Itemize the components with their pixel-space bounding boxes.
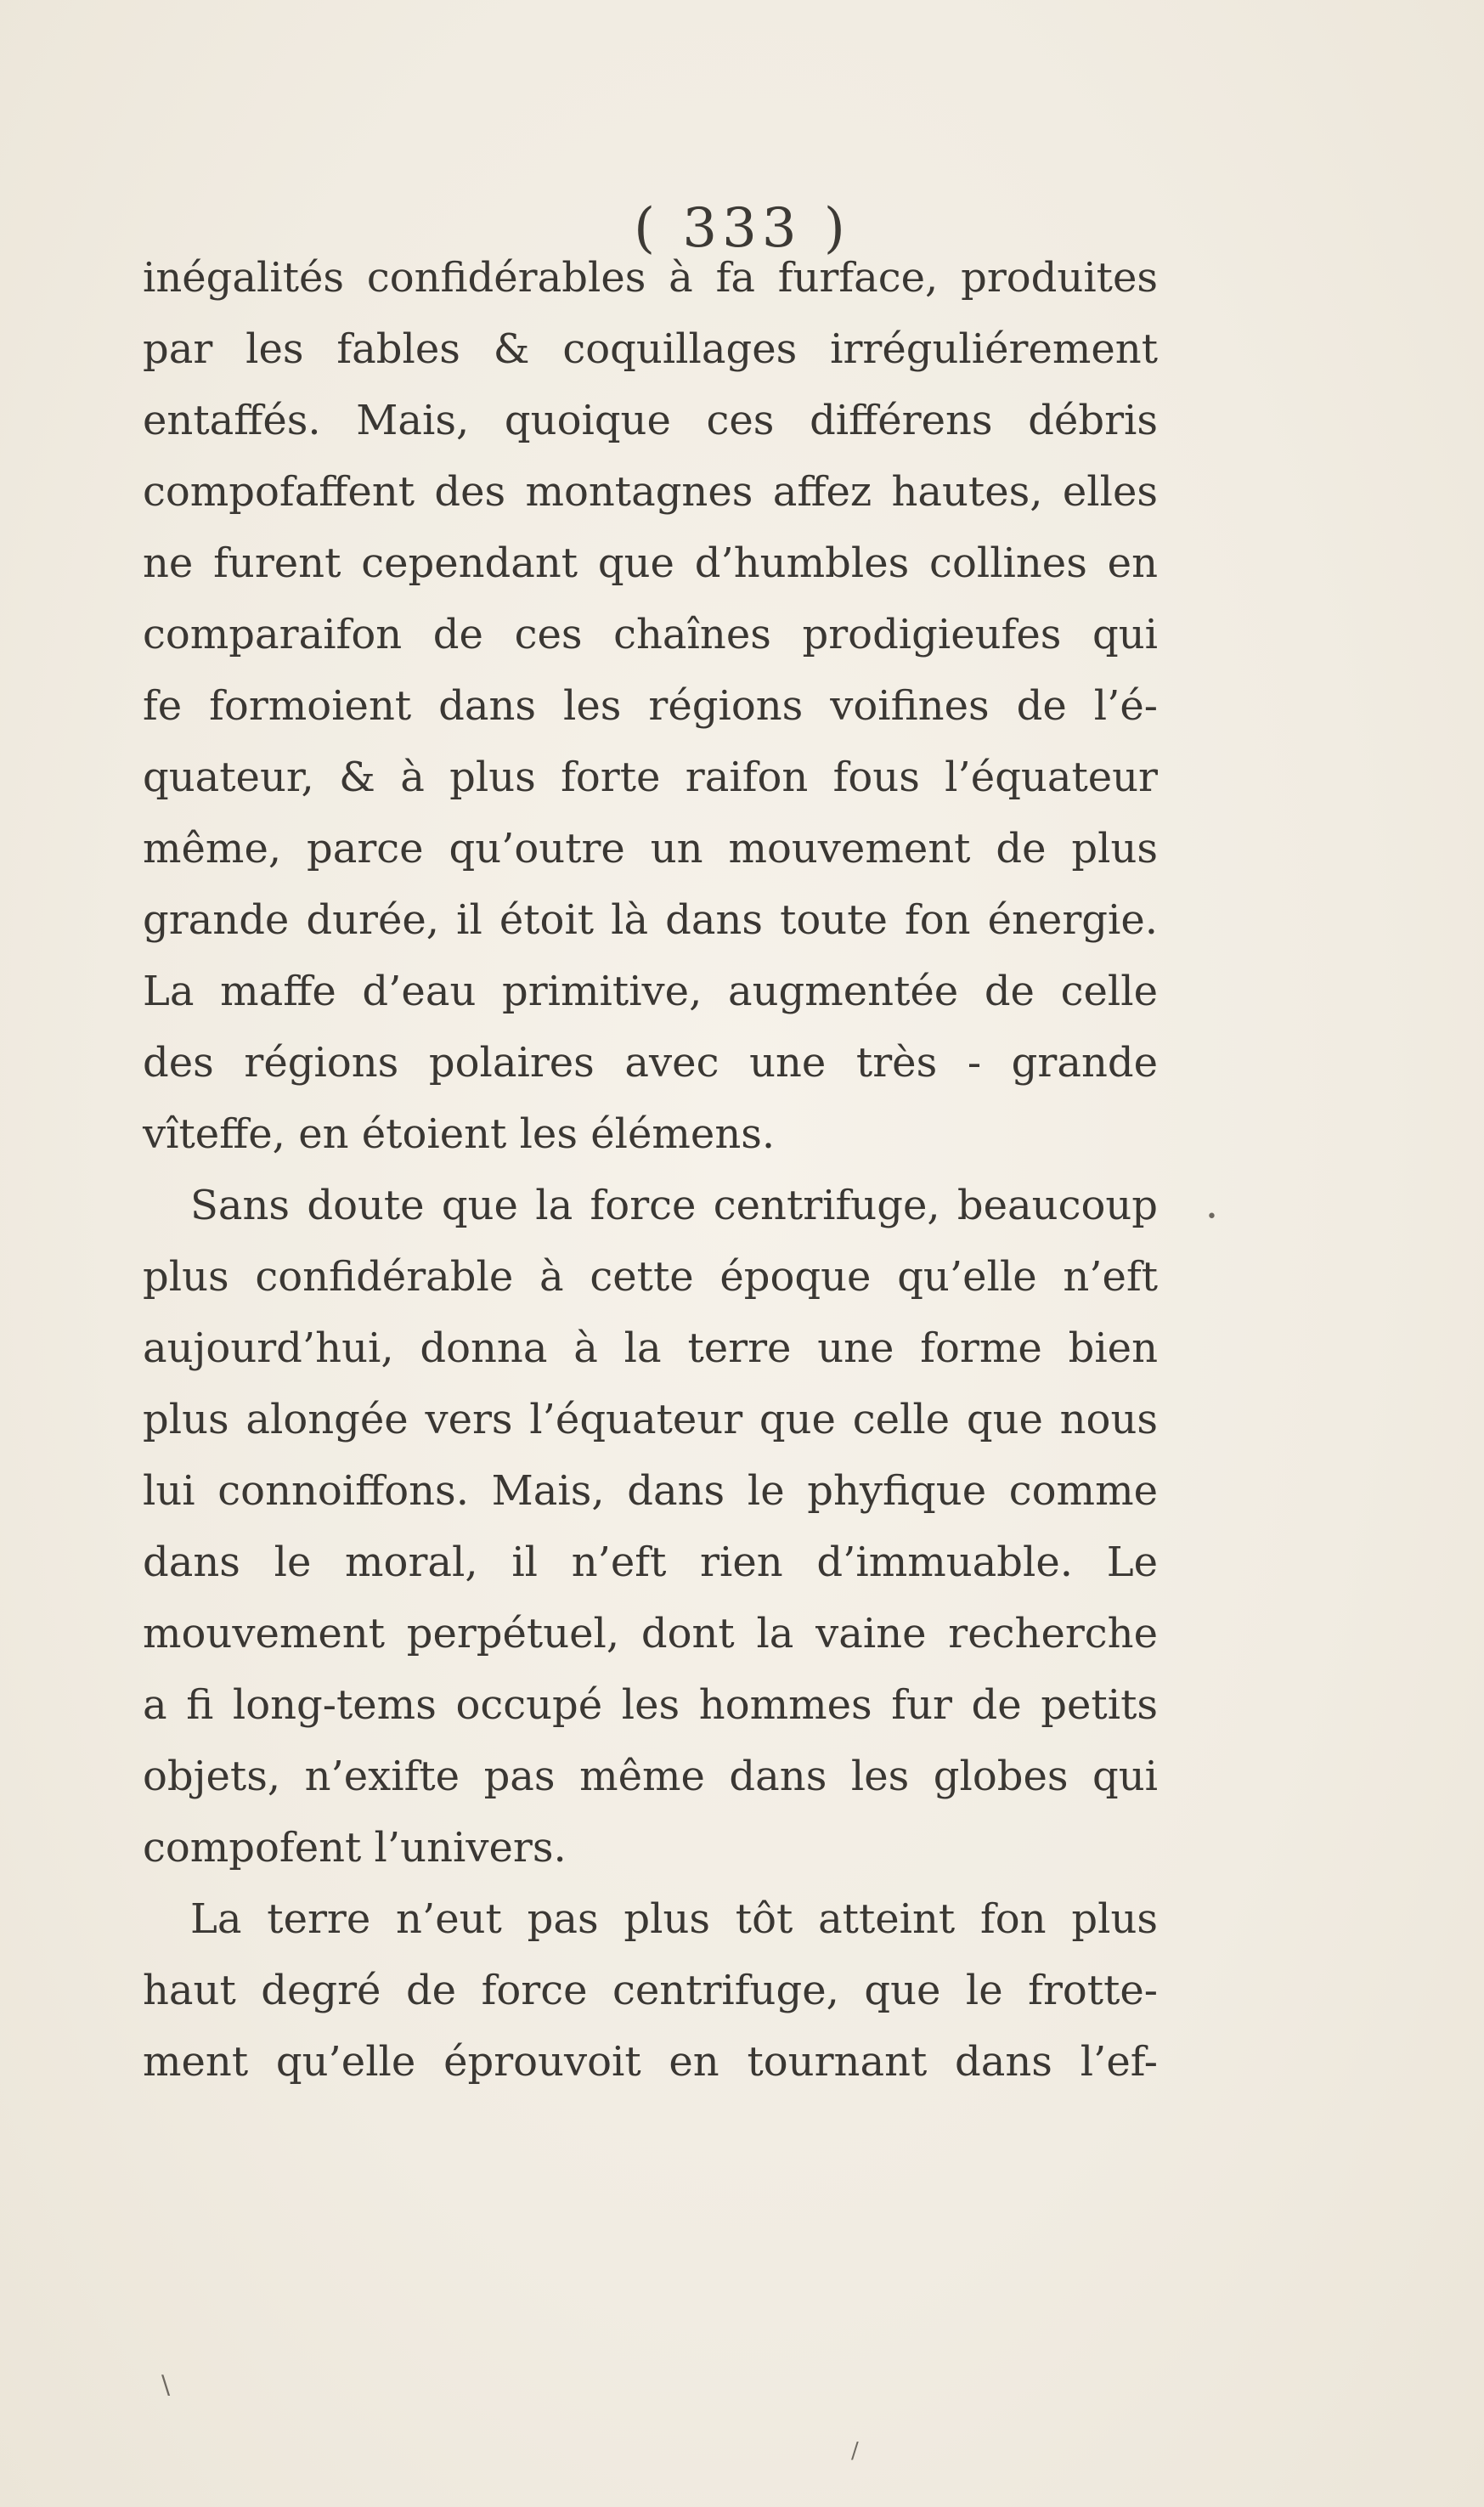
page-number: ( 333 ): [634, 197, 850, 260]
text-line: dans le moral, il n’eft rien d’immuable. Le: [143, 1539, 1158, 1586]
text-line: grande durée, il étoit là dans toute fon énergie.: [143, 896, 1158, 944]
body-text: [143, 242, 1158, 2098]
text-line: haut degré de force centrifuge, que le frotte-: [143, 1967, 1158, 2014]
text-line: entaffés. Mais, quoique ces différens débris: [143, 397, 1158, 444]
text-line: compofent l’univers.: [143, 1824, 567, 1872]
text-line: plus confidérable à cette époque qu’elle n’eft: [143, 1253, 1158, 1301]
paper-speck: \: [161, 2370, 171, 2400]
text-line: objets, n’exifte pas même dans les globes qui: [143, 1753, 1158, 1800]
text-line: compofaffent des montagnes affez hautes, elles: [143, 468, 1158, 516]
text-line: inégalités confidérables à fa furface, produites: [143, 254, 1158, 302]
text-line: plus alongée vers l’équateur que celle que nous: [143, 1396, 1158, 1443]
text-line: par les fables & coquillages irréguliérement: [143, 325, 1158, 373]
text-line: ne furent cependant que d’humbles collines en: [143, 539, 1158, 587]
text-line: fe formoient dans les régions voifines de l’é-: [143, 682, 1158, 730]
paper-speck: •: [1206, 1206, 1217, 1228]
text-line: des régions polaires avec une très - grande: [143, 1039, 1158, 1087]
paper-speck: /: [851, 2438, 859, 2464]
text-line: vîteffe, en étoient les élémens.: [143, 1110, 776, 1158]
text-line: lui connoiffons. Mais, dans le phyfique comme: [143, 1467, 1158, 1515]
text-line: a fi long-tems occupé les hommes fur de petits: [143, 1681, 1158, 1729]
text-line: même, parce qu’outre un mouvement de plus: [143, 825, 1158, 872]
text-line: Sans doute que la force centrifuge, beaucoup: [190, 1182, 1158, 1229]
text-line: mouvement perpétuel, dont la vaine recherche: [143, 1610, 1158, 1657]
text-line: comparaifon de ces chaînes prodigieufes qui: [143, 611, 1158, 658]
text-line: ment qu’elle éprouvoit en tournant dans l’ef-: [143, 2038, 1158, 2086]
text-line: quateur, & à plus forte raifon fous l’équateur: [143, 754, 1158, 801]
text-line: aujourd’hui, donna à la terre une forme bien: [143, 1324, 1158, 1372]
text-line: La maffe d’eau primitive, augmentée de celle: [143, 968, 1158, 1015]
text-line: La terre n’eut pas plus tôt atteint fon plus: [190, 1895, 1158, 1943]
